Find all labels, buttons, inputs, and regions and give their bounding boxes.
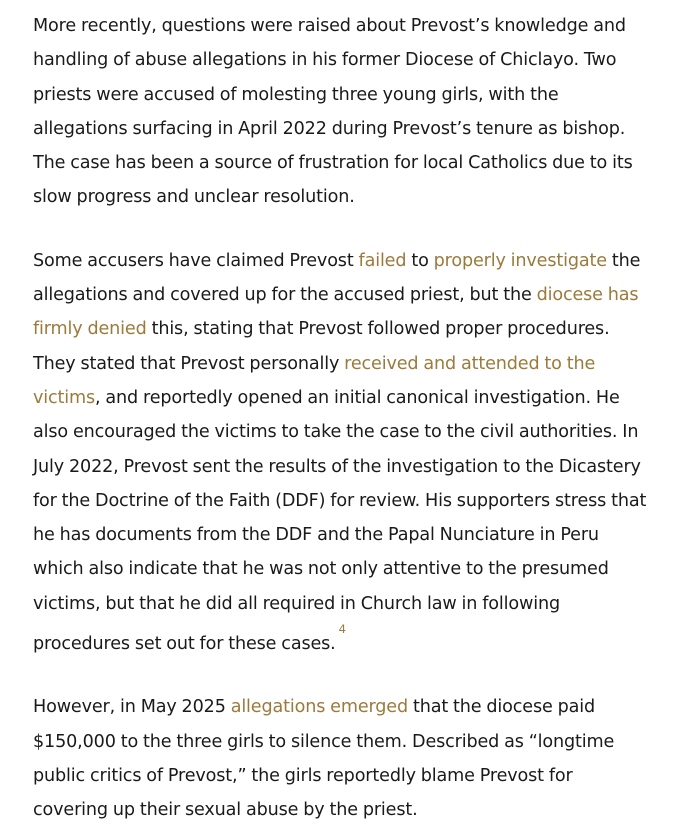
- paragraph-text: to: [406, 250, 434, 271]
- link-received-victims[interactable]: received and attended to the victims: [33, 353, 596, 408]
- paragraph-text: that the diocese paid $150,000 to the three girls to silence them. Described as “longtime public critics of Prevost,” the girls reportedly blame Prevost for covering up their sexual abuse by the priest.: [33, 697, 615, 821]
- footnote-marker[interactable]: 4: [338, 622, 346, 637]
- paragraph-text: However, in May 2025: [33, 697, 231, 718]
- paragraph-text: , and reportedly opened an initial canonical investigation. He also encouraged the victims to take the case to the civil authorities. In July 2022, Prevost sent the results of the investigation to the Dicastery for the Doctrine of the Faith (DDF) for review. His supporters stress that he has documents from the DDF and the Papal Nunciature in Peru which also indicate that he was not only attentive to the presumed victims, but that he did all required in Church law in following procedures set out for these cases.: [33, 387, 647, 654]
- paragraph-text: the allegations and covered up for the accused priest, but the: [33, 250, 641, 306]
- link-diocese-denied[interactable]: diocese has firmly denied: [33, 285, 639, 340]
- link-allegations-emerged[interactable]: allegations emerged: [230, 697, 408, 718]
- link-failed[interactable]: failed: [358, 250, 407, 271]
- link-properly-investigate[interactable]: properly investigate: [433, 250, 607, 271]
- paragraph-text: More recently, questions were raised about Prevost’s knowledge and handling of abuse allegations in his former Diocese of Chiclayo. Two priests were accused of molesting three young girls, with the allegations surfacing in April 2022 during Prevost’s tenure as bishop. The case has been a source of frustration for local Catholics due to its slow progress and unclear resolution.: [33, 16, 633, 208]
- paragraph-chiclayo-allegations: [33, 9, 648, 215]
- paragraph-text: Some accusers have claimed Prevost: [33, 250, 359, 271]
- paragraph-accusers-claims: [33, 244, 648, 661]
- paragraph-payment-allegations: [33, 690, 648, 827]
- paragraph-text: this, stating that Prevost followed proper procedures. They stated that Prevost personally: [33, 319, 610, 374]
